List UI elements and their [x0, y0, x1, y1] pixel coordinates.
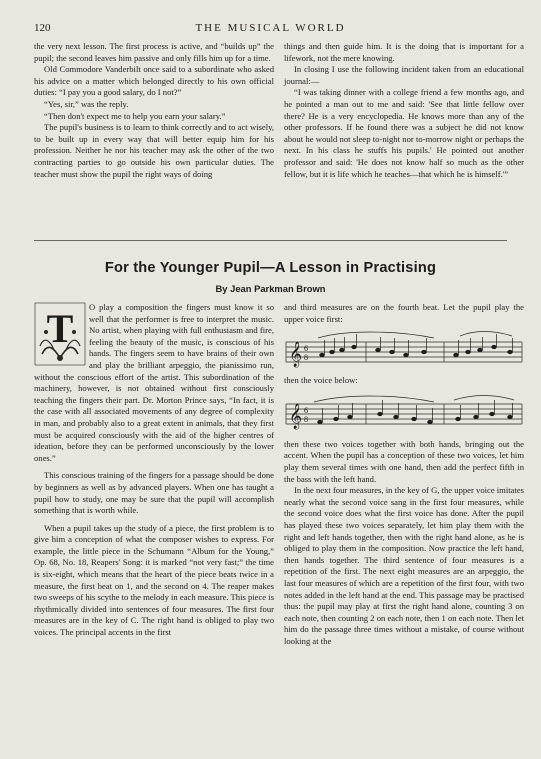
article-byline: By Jean Parkman Brown	[215, 283, 326, 294]
ornamental-dropcap-icon	[34, 302, 86, 366]
quotation-paragraph: “I was taking dinner with a college friend a few months ago, and he pointed a man out to me and said: 'See that little fellow over there? He is a very encyclopedia. He knows more than any of the other professors. If he found there was a subject he did not know about he would not sleep to-night nor to-morrow night or perhaps the next. In his class he stuffs his pupils.' He pointed out another professor and said: 'He does not know half so much as the other fellow, but it is life which he teaches—that which he is himself.'”	[284, 87, 524, 179]
paragraph: and third measures are on the fourth beat. Let the pupil play the upper voice first:	[284, 302, 524, 324]
article-right-column	[284, 302, 524, 647]
paragraph: “Then don't expect me to help you earn your salary.”	[44, 110, 226, 121]
svg-text:8: 8	[304, 353, 308, 363]
article-left-column	[34, 302, 274, 639]
paragraph: things and then guide him. It is the doing that is important for a lifework, not the mere knowing.	[284, 41, 524, 63]
svg-text:8: 8	[304, 414, 308, 424]
paragraph: the very next lesson. The first process is active, and “builds up” the pupil; the second leaves him passive and only fills him up for a time.	[34, 41, 274, 63]
svg-text:𝄞: 𝄞	[289, 342, 303, 368]
paragraph: “Yes, sir,” was the reply.	[44, 98, 129, 109]
paragraph: Old Commodore Vanderbilt once said to a subordinate who asked his advice on a matter which belonged directly to his own official duties: “I pay you a good salary, do I not?”	[34, 64, 274, 98]
paragraph: then these two voices together with both hands, bringing out the accent. When the pupil has a conception of these two voices, let him play them several times with one hand, then add the perfect fifth in the bass with the left hand.	[284, 438, 524, 484]
paragraph: O play a composition the fingers must know it so well that the performer is free to interpret the music. No artist, when playing with full enthusiasm and fire, feeling the beauty of the music, is conscious of his hands. The fingers seem to have brains of their own and play the brilliant arpeggio, the pianissimo run, without the conscious effort of the artist. This subordination of the machinery, however, is not obtained without first consciously teaching the fingers their part. Dr. Morton Prince says, “In fact, it is the case with all associated movements of any degree of complexity in man, and probably also to a great extent in animals, that they first must be acquired consciously with the aid of the higher centres of ideation, before they can be performed unconsciously by the lower ones.”	[34, 302, 274, 463]
page-number: 120	[34, 22, 51, 34]
journal-title: THE MUSICAL WORLD	[195, 22, 346, 34]
paragraph: In the next four measures, in the key of G, the upper voice imitates nearly what the second voice sang in the first four measures, while the second voice does what the first voice has done. After the pupil has played these two voices separately, let him play them with the right and left hands together, then with the right hand alone, as he is obliged to play them in the composition. Now practice the left hand, then hands together. The third sentence of four measures is a repetition of the first. The next eight measures are an arpeggio, the last four measures of which are a repetition of the first four, with two notes added in the left hand at the end. This passage may be practised thus: the pupil may play at first the right hand alone, counting 3 on each note, then counting 2 on each note, then 1 on each note. Then let him do the passage three times without a mistake, of course without looking at the	[284, 485, 524, 646]
section-divider	[34, 240, 507, 241]
paragraph: The pupil's business is to learn to think correctly and to act wisely, to be built up in every way that will better equip him for his profession. Neither he nor his teacher may ask the other of the two contracting parties to go outside his own particular duties. The teacher must show the pupil the right ways of doing	[34, 122, 274, 179]
paragraph: This conscious training of the fingers for a passage should be done by beginners as well as by advanced players. When one has taught a pupil how to study, one may be sure that the pupil will accomplish something that is worth while.	[34, 470, 274, 516]
svg-text:6: 6	[304, 405, 308, 415]
paragraph: then the voice below:	[284, 375, 358, 386]
music-excerpt-lower-voice	[284, 390, 524, 436]
svg-text:6: 6	[304, 344, 308, 354]
music-excerpt-upper-voice	[284, 328, 524, 372]
paragraph: When a pupil takes up the study of a piece, the first problem is to give him a conception of what the composer wishes to express. For example, the little piece in the Schumann “Album for the Young,” Op. 68, No. 18, Reapers' Song: it is marked “not very fast;” the time is six-eight, which means that the heart of the piece beats twice in a measure, the first beat on 1, and the second on 4. The reaper makes two sweeps of his scythe to the melody in each measure. This piece is rhythmically divided into sentences of four measures. The first four measures are in the key of C. The right hand is obliged to play two voices. The principal accents in the first	[34, 522, 274, 638]
top-right-column	[284, 41, 524, 180]
svg-text:𝄞: 𝄞	[289, 403, 303, 429]
paragraph: In closing I use the following incident taken from an educational journal:—	[284, 64, 524, 86]
running-header	[34, 22, 507, 36]
dropcap-letter: T	[46, 306, 74, 351]
top-left-column	[34, 41, 274, 180]
article-title: For the Younger Pupil—A Lesson in Practising	[104, 260, 437, 276]
